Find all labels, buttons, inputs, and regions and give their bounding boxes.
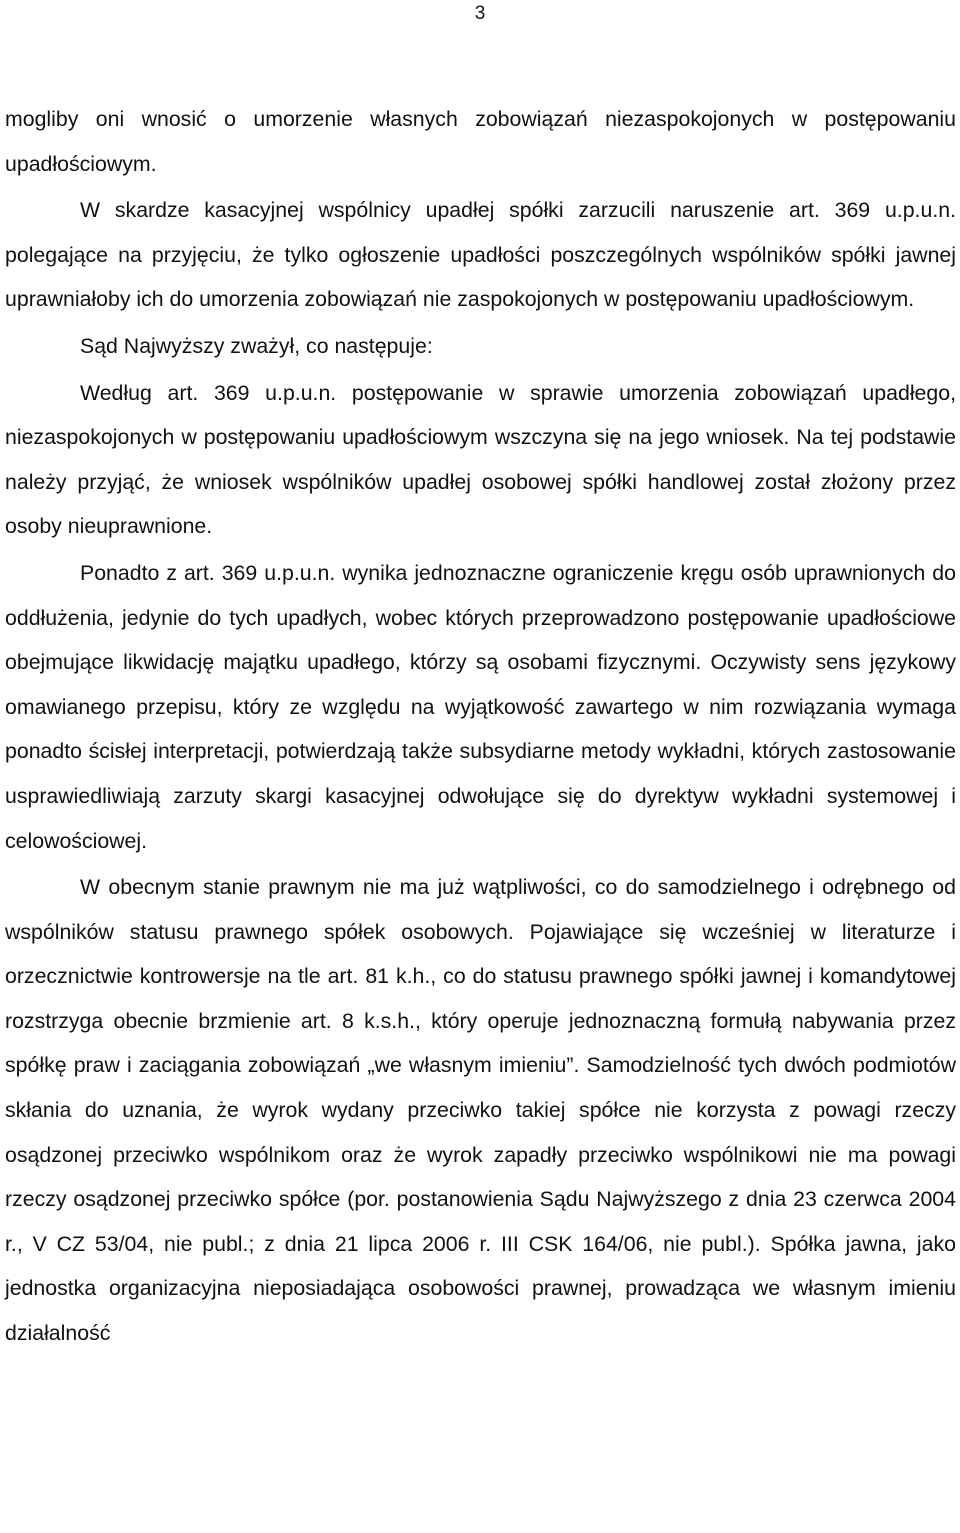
paragraph-court-considered: Sąd Najwyższy zważył, co następuje: [80,333,433,358]
page-number: 3 [474,3,486,24]
paragraph-continuation: mogliby oni wnosić o umorzenie własnych zobowiązań niezaspokojonych w postępowaniu upadłościowym. [5,107,956,176]
paragraph-moreover: Ponadto z art. 369 u.p.u.n. wynika jednoznaczne ograniczenie kręgu osób uprawnionych do oddłużenia, jedynie do tych upadłych, wobec których przeprowadzono postępowanie upadłościowe obejmujące likwidację majątku upadłego, którzy są osobami fizycznymi. Oczywisty sens językowy omawianego przepisu, który ze względu na wyjątkowość zawartego w nim rozwiązania wymaga ponadto ścisłej interpretacji, potwierdzają także subsydiarne metody wykładni, których zastosowanie usprawiedliwiają zarzuty skargi kasacyjnej odwołujące się do dyrektyw wykładni systemowej i celowościowej. [5,560,956,853]
document-body [5,97,956,1356]
paragraph-according-to-art: Według art. 369 u.p.u.n. postępowanie w sprawie umorzenia zobowiązań upadłego, niezaspokojonych w postępowaniu upadłościowym wszczyna się na jego wniosek. Na tej podstawie należy przyjąć, że wniosek wspólników upadłej osobowej spółki handlowej został złożony przez osoby nieuprawnione. [5,380,956,539]
paragraph-complaint: W skardze kasacyjnej wspólnicy upadłej spółki zarzucili naruszenie art. 369 u.p.u.n. polegające na przyjęciu, że tylko ogłoszenie upadłości poszczególnych wspólników spółki jawnej uprawniałoby ich do umorzenia zobowiązań nie zaspokojonych w postępowaniu upadłościowym. [5,198,956,312]
paragraph-current-law: W obecnym stanie prawnym nie ma już wątpliwości, co do samodzielnego i odrębnego od wspólników statusu prawnego spółek osobowych. Pojawiające się wcześniej w literaturze i orzecznictwie kontrowersje na tle art. 81 k.h., co do statusu prawnego spółki jawnej i komandytowej rozstrzyga obecnie brzmienie art. 8 k.s.h., który operuje jednoznaczną formułą nabywania przez spółkę praw i zaciągania zobowiązań „we własnym imieniu”. Samodzielność tych dwóch podmiotów skłania do uznania, że wyrok wydany przeciwko takiej spółce nie korzysta z powagi rzeczy osądzonej przeciwko wspólnikom oraz że wyrok zapadły przeciwko wspólnikowi nie ma powagi rzeczy osądzonej przeciwko spółce (por. postanowienia Sądu Najwyższego z dnia 23 czerwca 2004 r., V CZ 53/04, nie publ.; z dnia 21 lipca 2006 r. III CSK 164/06, nie publ.). Spółka jawna, jako jednostka organizacyjna nieposiadająca osobowości prawnej, prowadząca we własnym imieniu działalność [5,875,956,1346]
